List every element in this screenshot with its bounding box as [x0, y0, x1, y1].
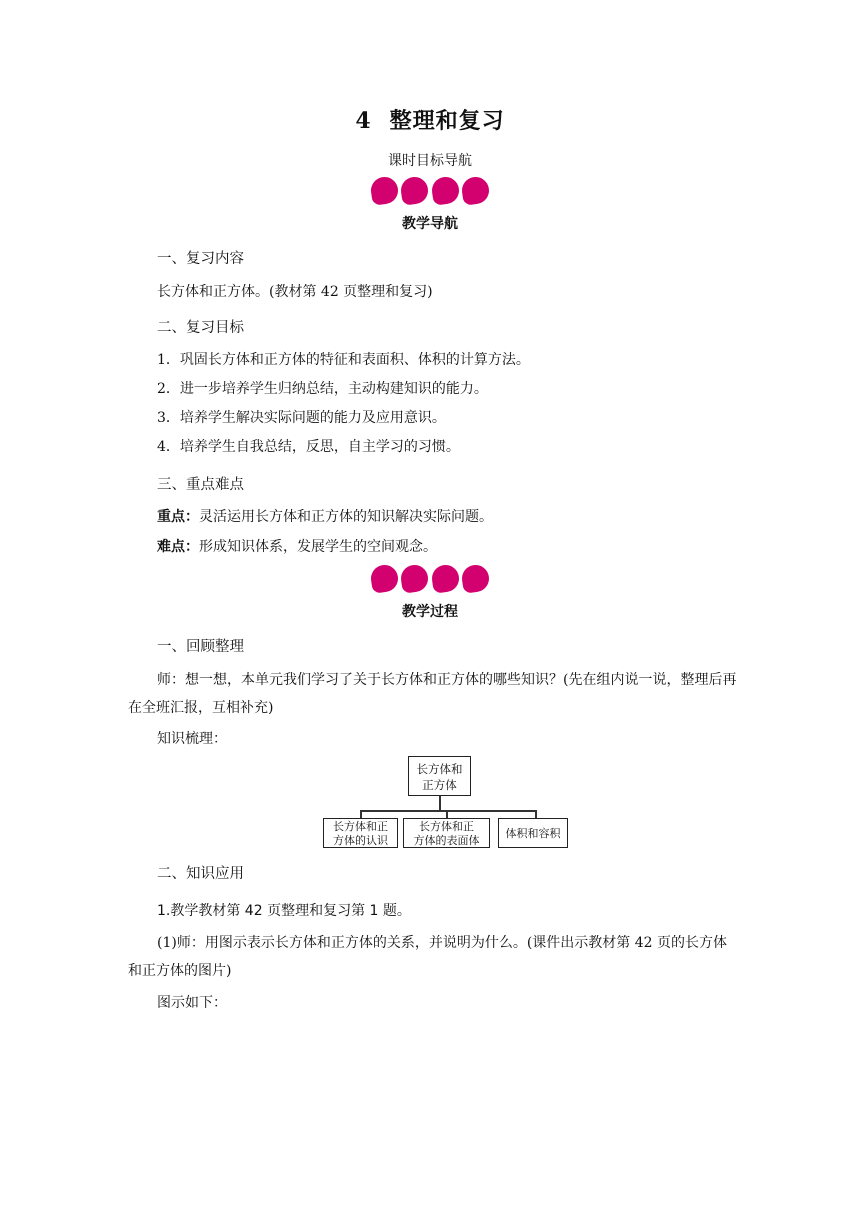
goal-item: 4．培养学生自我总结，反思，自主学习的习惯。 [157, 439, 460, 455]
connector-line [360, 810, 536, 812]
connector-line [439, 796, 441, 810]
petal-icon [370, 175, 400, 205]
tree-node-line: 方体的认识 [333, 834, 388, 847]
knowledge-tree-label: 知识梳理： [157, 731, 227, 747]
lesson-subtitle: 课时目标导航 [388, 153, 472, 169]
review-content-text: 长方体和正方体。(教材第 42 页整理和复习) [157, 284, 433, 300]
petal-icon [400, 175, 430, 205]
tree-node-volume [498, 818, 568, 848]
lesson-number: 4 [355, 108, 372, 134]
tree-node-surface [403, 818, 490, 848]
petal-icon [460, 175, 490, 205]
tree-node-line: 方体的表面体 [413, 834, 480, 847]
section-heading-application: 二、知识应用 [157, 866, 244, 882]
petal-icon [400, 563, 430, 593]
goal-item: 1．巩固长方体和正方体的特征和表面积、体积的计算方法。 [157, 352, 530, 368]
nav-label: 教学导航 [402, 216, 458, 232]
petal-divider-top [0, 177, 860, 207]
petal-divider-middle [0, 565, 860, 595]
goal-item: 3．培养学生解决实际问题的能力及应用意识。 [157, 410, 446, 426]
section-heading-review-content: 一、复习内容 [157, 251, 244, 267]
tree-node-line: 体积和容积 [505, 827, 561, 840]
petal-icon [460, 563, 490, 593]
application-item-1: 1.教学教材第 42 页整理和复习第 1 题。 [157, 903, 411, 919]
key-point-label: 重点： [157, 509, 199, 525]
petal-icon [430, 175, 460, 205]
difficult-point-label: 难点： [157, 539, 199, 555]
section-heading-review: 一、回顾整理 [157, 639, 244, 655]
knowledge-tree-diagram [320, 754, 570, 850]
section-heading-key-points: 三、重点难点 [157, 477, 244, 493]
difficult-point [157, 533, 737, 561]
tree-node-recognition [323, 818, 398, 848]
process-label: 教学过程 [402, 604, 458, 620]
petal-icon [430, 563, 460, 593]
section-heading-goals: 二、复习目标 [157, 320, 244, 336]
lesson-title-text: 整理和复习 [389, 109, 505, 134]
tree-root-line2: 正方体 [422, 778, 457, 792]
goal-item: 2．进一步培养学生归纳总结，主动构建知识的能力。 [157, 381, 488, 397]
key-point [157, 503, 737, 531]
petal-icon [370, 563, 400, 593]
difficult-point-text: 形成知识体系，发展学生的空间观念。 [199, 539, 437, 555]
tree-root-node [408, 756, 471, 796]
tree-node-line: 长方体和正 [333, 820, 388, 833]
teacher-prompt: 师：想一想，本单元我们学习了关于长方体和正方体的哪些知识？(先在组内说一说，整理后再在全班汇报，互相补充) [128, 672, 737, 716]
key-point-text: 灵活运用长方体和正方体的知识解决实际问题。 [199, 509, 493, 525]
diagram-note: 图示如下： [157, 995, 227, 1011]
tree-root-line1: 长方体和 [416, 762, 463, 776]
tree-node-line: 长方体和正 [419, 820, 474, 833]
lesson-title [0, 104, 860, 135]
application-subitem-1: (1)师：用图示表示长方体和正方体的关系，并说明为什么。(课件出示教材第 42 页的长方体和正方体的图片) [128, 935, 728, 979]
